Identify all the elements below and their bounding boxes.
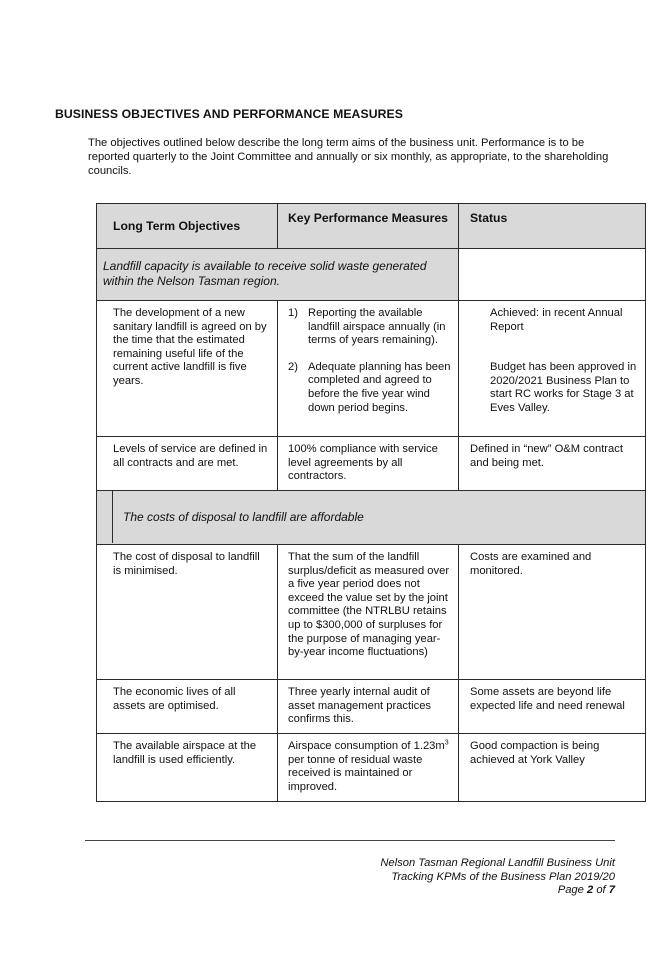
kpi-cell: Three yearly internal audit of asset management practices confirms this. — [278, 680, 459, 734]
list-text: Adequate planning has been completed and agreed to before the five year wind down period begins. — [308, 360, 451, 414]
section-empty-cell — [459, 249, 646, 301]
kpi-cell — [278, 301, 459, 437]
page-footer — [380, 857, 615, 898]
objective-cell: The economic lives of all assets are optimised. — [97, 680, 278, 734]
objective-cell: Levels of service are defined in all contracts and are met. — [97, 437, 278, 491]
objective-cell: The cost of disposal to landfill is minimised. — [97, 545, 278, 680]
page-current: 2 — [586, 884, 594, 897]
objective-cell: The development of a new sanitary landfill is agreed on by the time that the estimated remaining useful life of the current active landfill is five years. — [97, 301, 278, 437]
objective-cell: The available airspace at the landfill is used efficiently. — [97, 734, 278, 802]
section-row-costs — [97, 491, 646, 545]
table-row — [97, 437, 646, 491]
page-total: 7 — [608, 884, 615, 897]
table-header-row — [97, 204, 646, 249]
list-number: 2) — [288, 360, 298, 373]
section-label-capacity: Landfill capacity is available to receive solid waste generated within the Nelson Tasman region. — [97, 249, 459, 301]
list-item — [288, 307, 452, 348]
objectives-table — [96, 203, 646, 802]
column-header-kpi: Key Performance Measures — [278, 204, 459, 249]
status-cell: Good compaction is being achieved at York Valley — [459, 734, 646, 802]
section-row-capacity — [97, 249, 646, 301]
section-inner — [97, 491, 645, 543]
kpi-list — [288, 307, 452, 415]
page-of: of — [593, 884, 609, 897]
table-row — [97, 301, 646, 437]
section-divider — [97, 491, 113, 543]
list-number: 1) — [288, 307, 298, 319]
kpi-cell: That the sum of the landfill surplus/deficit as measured over a five year period does not exceed the value set by the joint committee (the NTRLBU retains up to $300,000 of surpluses for the purpose of managing year-by-year income fluctuations) — [278, 545, 459, 680]
kpi-cell — [278, 734, 459, 802]
list-item — [288, 361, 452, 415]
page-number — [380, 884, 615, 898]
column-header-status: Status — [459, 204, 646, 249]
superscript-cubed: 3 — [444, 739, 449, 747]
section-label-costs: The costs of disposal to landfill are affordable — [123, 510, 364, 524]
status-cell — [459, 301, 646, 437]
footer-doc-title: Tracking KPMs of the Business Plan 2019/20 — [391, 870, 615, 883]
kpi-text: per tonne of residual waste received is maintained or improved. — [288, 753, 423, 793]
footer-divider — [85, 840, 615, 841]
kpi-cell: 100% compliance with service level agreements by all contractors. — [278, 437, 459, 491]
page-prefix: Page — [557, 884, 587, 897]
list-text: Reporting the available landfill airspace annually (in terms of years remaining). — [308, 307, 446, 347]
intro-paragraph: The objectives outlined below describe the long term aims of the business unit. Performance is to be reported quarterly to the Joint Committee and annually or six monthly, as appropriate, to the shareholding councils. — [88, 137, 609, 177]
table-row — [97, 545, 646, 680]
kpi-text: Airspace consumption of 1.23m — [288, 740, 445, 752]
section-cell-costs — [97, 491, 646, 545]
status-text: Budget has been approved in 2020/2021 Business Plan to start RC works for Stage 3 at Eves Valley. — [490, 361, 637, 414]
column-header-objectives: Long Term Objectives — [97, 204, 278, 249]
footer-org: Nelson Tasman Regional Landfill Business Unit — [380, 857, 615, 869]
section-heading: BUSINESS OBJECTIVES AND PERFORMANCE MEASURES — [55, 107, 403, 121]
status-cell: Some assets are beyond life expected life and need renewal — [459, 680, 646, 734]
table-row — [97, 680, 646, 734]
table-row — [97, 734, 646, 802]
status-cell: Defined in “new” O&M contract and being met. — [459, 437, 646, 491]
status-cell: Costs are examined and monitored. — [459, 545, 646, 680]
status-text: Achieved: in recent Annual Report — [490, 307, 623, 333]
